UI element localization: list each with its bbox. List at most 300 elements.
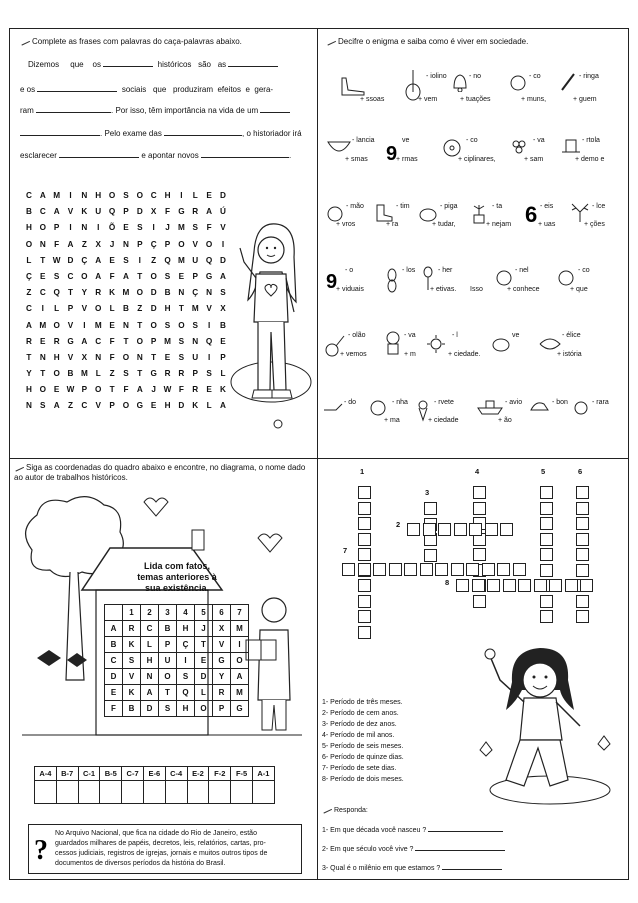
word-search-letter: A bbox=[95, 271, 102, 281]
crossword-cell[interactable] bbox=[540, 533, 553, 546]
clue-6: 6- Período de quinze dias. bbox=[322, 754, 404, 761]
crossword-cell[interactable] bbox=[518, 579, 531, 592]
answer-coordinate: A-4 bbox=[35, 767, 57, 781]
grid-col-header: 2 bbox=[141, 605, 159, 621]
word-search-letter: L bbox=[220, 369, 226, 379]
grid-cell: P bbox=[213, 701, 231, 717]
riddle-text: - tim bbox=[396, 203, 410, 210]
pencil-icon bbox=[19, 35, 30, 45]
ship-icon bbox=[476, 398, 504, 416]
grid-cell: R bbox=[213, 685, 231, 701]
grid-col-header: 4 bbox=[177, 605, 195, 621]
word-search-letter: E bbox=[109, 255, 115, 265]
crossword-cell[interactable] bbox=[513, 563, 526, 576]
clue-8: 8- Período de dois meses. bbox=[322, 776, 404, 783]
crossword-cell[interactable] bbox=[407, 523, 420, 536]
watermelon-icon bbox=[326, 138, 352, 156]
word-search-letter: M bbox=[164, 336, 171, 346]
word-search-letter: N bbox=[136, 352, 143, 362]
grid-cell: K bbox=[123, 637, 141, 653]
grid-cell: D bbox=[141, 701, 159, 717]
grid-cell: E bbox=[195, 653, 213, 669]
crossword-cell[interactable] bbox=[438, 523, 451, 536]
word-search-letter: R bbox=[178, 369, 185, 379]
riddle-text: + viduais bbox=[336, 286, 364, 293]
riddle-text: + istória bbox=[557, 351, 582, 358]
crossword-cell[interactable] bbox=[358, 486, 371, 499]
riddle-text: - l bbox=[452, 332, 458, 339]
word-search-letter: G bbox=[178, 207, 185, 217]
word-search-letter: J bbox=[165, 223, 170, 233]
crossword-cell[interactable] bbox=[342, 563, 355, 576]
crossword-cell[interactable] bbox=[358, 595, 371, 608]
word-search-letter: X bbox=[81, 352, 88, 362]
word-search-letter: Y bbox=[81, 288, 88, 298]
riddle-text: - va bbox=[533, 137, 545, 144]
word-search-letter: A bbox=[220, 401, 226, 411]
crossword-number: 6 bbox=[578, 467, 583, 476]
answer-blank-cell[interactable] bbox=[78, 781, 100, 804]
riddle-text: - eis bbox=[540, 203, 554, 210]
word-search-letter: S bbox=[40, 401, 46, 411]
crossword-number: 3 bbox=[425, 488, 430, 497]
crossword-number: 5 bbox=[541, 467, 546, 476]
crossword-cell[interactable] bbox=[473, 595, 486, 608]
grid-col-header: 6 bbox=[213, 605, 231, 621]
svg-text:9: 9 bbox=[386, 143, 398, 164]
word-search-letter: O bbox=[95, 385, 102, 395]
grid-cell: K bbox=[123, 685, 141, 701]
grid-cell: L bbox=[195, 685, 213, 701]
word-search-letter: H bbox=[164, 304, 171, 314]
word-search-letter: B bbox=[164, 288, 171, 298]
word-search-row bbox=[22, 334, 230, 350]
crossword-cell[interactable] bbox=[534, 579, 547, 592]
crossword-cell[interactable] bbox=[576, 595, 589, 608]
note-line-4: documentos de diversos períodos da história do Brasil. bbox=[55, 860, 226, 867]
word-search-letter: A bbox=[39, 191, 46, 200]
crossword-cell[interactable] bbox=[576, 533, 589, 546]
word-search-letter: P bbox=[164, 239, 171, 249]
word-search-letter: I bbox=[69, 223, 72, 233]
word-search-letter: E bbox=[53, 385, 60, 395]
word-search-letter: A bbox=[206, 207, 213, 217]
crossword-cell[interactable] bbox=[540, 517, 553, 530]
crossword-cell[interactable] bbox=[454, 523, 467, 536]
grid-cell: I bbox=[177, 653, 195, 669]
word-search-row bbox=[22, 382, 230, 398]
question-3: 3- Qual é o milênio em que estamos ? bbox=[322, 862, 502, 873]
crossword-cell[interactable] bbox=[549, 579, 562, 592]
riddle-text: + etivas. bbox=[430, 286, 457, 293]
riddle-text: - los bbox=[402, 267, 416, 274]
grid-cell: B bbox=[159, 621, 177, 637]
word-search-letter: T bbox=[68, 288, 74, 298]
word-search-letter: R bbox=[192, 207, 199, 217]
word-search-letter: N bbox=[81, 223, 88, 233]
coconut-icon bbox=[509, 74, 527, 92]
crossword-cell[interactable] bbox=[373, 563, 386, 576]
answer-blank-cell[interactable] bbox=[143, 781, 165, 804]
word-search-letter: O bbox=[178, 239, 185, 249]
word-search-letter: I bbox=[207, 320, 211, 330]
grid-cell: I bbox=[231, 637, 249, 653]
word-search-letter: H bbox=[25, 223, 32, 233]
grid-cell: R bbox=[123, 621, 141, 637]
riddle-text: - her bbox=[438, 267, 453, 274]
word-search-letter: V bbox=[67, 352, 74, 362]
riddle-text: - no bbox=[469, 73, 482, 80]
word-search-letter: V bbox=[192, 239, 198, 249]
word-search-letter: Z bbox=[109, 369, 115, 379]
crossword-cell[interactable] bbox=[424, 549, 437, 562]
riddle-text: - co bbox=[466, 137, 478, 144]
word-search-letter: N bbox=[39, 352, 46, 362]
girl-pointing-illustration bbox=[470, 640, 620, 810]
word-search-letter: V bbox=[206, 304, 212, 314]
word-search-letter: P bbox=[192, 271, 198, 281]
word-search-letter: D bbox=[150, 288, 157, 298]
riddle-text: + m bbox=[404, 351, 416, 358]
riddle-text: ve bbox=[512, 332, 520, 339]
grid-row-header: B bbox=[105, 637, 123, 653]
word-search-letter: Q bbox=[164, 255, 171, 265]
riddle-text: + demo e bbox=[575, 156, 605, 163]
word-search-letter: Y bbox=[26, 369, 32, 379]
grid-cell: J bbox=[195, 621, 213, 637]
crossword-cell[interactable] bbox=[576, 610, 589, 623]
word-search-letter: S bbox=[192, 320, 198, 330]
answer-blank-cell[interactable] bbox=[122, 781, 144, 804]
crossword-cell[interactable] bbox=[565, 579, 578, 592]
word-search-letter: O bbox=[205, 239, 213, 249]
crossword-cell[interactable] bbox=[358, 626, 371, 639]
crossword-cell[interactable] bbox=[358, 533, 371, 546]
word-search-letter: C bbox=[25, 191, 32, 200]
riddle-text: - olão bbox=[348, 332, 366, 339]
q3-title-line-2: ao autor de trabalhos históricos. bbox=[14, 473, 128, 482]
word-search-letter: M bbox=[177, 223, 185, 233]
crossword-cell[interactable] bbox=[540, 564, 553, 577]
answer-coordinate: F-2 bbox=[209, 767, 231, 781]
riddle-text: + ções bbox=[584, 221, 605, 228]
word-search-letter: O bbox=[136, 191, 143, 200]
crossword-cell[interactable] bbox=[576, 502, 589, 515]
answer-coordinate: C-1 bbox=[78, 767, 100, 781]
q1-line-4: . Pelo exame das , o historiador irá bbox=[20, 128, 302, 139]
info-note bbox=[28, 824, 302, 874]
riddle-text: - nel bbox=[515, 267, 529, 274]
word-search-letter: R bbox=[53, 336, 60, 346]
answer-blank-cell[interactable] bbox=[252, 781, 274, 804]
svg-text:?: ? bbox=[34, 835, 48, 866]
word-search-letter: N bbox=[25, 401, 32, 411]
word-search-letter: N bbox=[178, 288, 185, 298]
word-search-letter: C bbox=[39, 288, 46, 298]
crossword-cell[interactable] bbox=[358, 502, 371, 515]
crossword-cell[interactable] bbox=[389, 563, 402, 576]
crossword-cell[interactable] bbox=[540, 502, 553, 515]
grid-cell: A bbox=[231, 669, 249, 685]
answer-blank-cell[interactable] bbox=[209, 781, 231, 804]
word-search-letter: G bbox=[205, 271, 213, 281]
word-search-letter: I bbox=[207, 352, 211, 362]
grid-cell: O bbox=[159, 669, 177, 685]
crossword-cell[interactable] bbox=[358, 548, 371, 561]
answer-blank-cell[interactable] bbox=[187, 781, 209, 804]
vertical-divider bbox=[317, 28, 318, 880]
crossword-cell[interactable] bbox=[424, 502, 437, 515]
grid-cell: M bbox=[231, 621, 249, 637]
word-search-letter: Q bbox=[205, 336, 213, 346]
crossword-cell[interactable] bbox=[540, 610, 553, 623]
answer-heading: Responda: bbox=[322, 805, 368, 815]
crossword-cell[interactable] bbox=[358, 563, 371, 576]
riddle-text: ve bbox=[402, 137, 410, 144]
word-search-letter: E bbox=[164, 352, 171, 362]
crossword-cell[interactable] bbox=[420, 563, 433, 576]
crossword-cell[interactable] bbox=[473, 486, 486, 499]
riddle-text: + ão bbox=[498, 417, 512, 424]
riddle-text: + ssoas bbox=[360, 96, 385, 103]
word-search-row bbox=[22, 269, 230, 285]
crossword-cell[interactable] bbox=[540, 486, 553, 499]
question-mark-icon bbox=[32, 831, 50, 869]
word-search-grid bbox=[22, 188, 230, 415]
cap-icon bbox=[528, 398, 550, 416]
answer-blank-cell[interactable] bbox=[165, 781, 187, 804]
word-search-letter: G bbox=[136, 401, 143, 411]
crossword-cell[interactable] bbox=[404, 563, 417, 576]
answer-blank-cell[interactable] bbox=[35, 781, 57, 804]
crossword-cell[interactable] bbox=[487, 579, 500, 592]
crossword-cell[interactable] bbox=[473, 502, 486, 515]
word-search-letter: M bbox=[39, 320, 47, 330]
grid-row-header: A bbox=[105, 621, 123, 637]
svg-text:6: 6 bbox=[525, 202, 538, 226]
grid-cell: H bbox=[177, 621, 195, 637]
word-search-letter: I bbox=[221, 239, 225, 249]
riddle-text: Isso bbox=[470, 286, 483, 293]
clue-4: 4- Período de mil anos. bbox=[322, 732, 395, 739]
word-search-letter: X bbox=[220, 304, 226, 314]
word-search-letter: T bbox=[137, 369, 143, 379]
crossword-cell[interactable] bbox=[473, 548, 486, 561]
word-search-row bbox=[22, 398, 230, 414]
word-search-letter: M bbox=[122, 288, 130, 298]
word-search-letter: O bbox=[81, 271, 88, 281]
sun-icon bbox=[426, 334, 446, 354]
grid-cell: T bbox=[195, 637, 213, 653]
word-search-letter: A bbox=[67, 239, 74, 249]
riddle-text: - rtola bbox=[582, 137, 600, 144]
grid-cell: D bbox=[195, 669, 213, 685]
grid-cell: N bbox=[141, 669, 159, 685]
riddle-text: + tuações bbox=[460, 96, 491, 103]
crossword-cell[interactable] bbox=[500, 523, 513, 536]
riddle-text: + ma bbox=[384, 417, 400, 424]
crossword-cell[interactable] bbox=[451, 563, 464, 576]
word-search-letter: V bbox=[67, 320, 74, 330]
bubble-line-2: temas anteriores à bbox=[137, 572, 217, 582]
riddle-text: - élice bbox=[562, 332, 581, 339]
word-search-letter: Z bbox=[68, 401, 74, 411]
word-search-letter: S bbox=[123, 255, 129, 265]
word-search-letter: K bbox=[81, 207, 88, 217]
word-search-letter: O bbox=[136, 336, 143, 346]
word-search-letter: P bbox=[220, 352, 226, 362]
crossword-cell[interactable] bbox=[576, 548, 589, 561]
crossword-cell[interactable] bbox=[540, 595, 553, 608]
crossword-cell[interactable] bbox=[358, 579, 371, 592]
horizontal-divider bbox=[9, 458, 629, 459]
word-search-letter: M bbox=[53, 191, 61, 200]
rooster-icon bbox=[572, 398, 590, 418]
word-search-letter: R bbox=[164, 369, 171, 379]
grid-cell: O bbox=[195, 701, 213, 717]
word-search-letter: H bbox=[164, 401, 171, 411]
answer-grid bbox=[34, 766, 275, 804]
crossword-cell[interactable] bbox=[466, 563, 479, 576]
word-search-letter: T bbox=[137, 320, 143, 330]
crossword-cell[interactable] bbox=[485, 523, 498, 536]
word-search-letter: B bbox=[67, 369, 74, 379]
word-search-letter: E bbox=[206, 191, 212, 200]
word-search-letter: O bbox=[150, 320, 157, 330]
riddle-text: + ra bbox=[386, 221, 399, 228]
grid-cell: P bbox=[159, 637, 177, 653]
word-search-letter: U bbox=[95, 207, 102, 217]
grid-cell: U bbox=[159, 653, 177, 669]
q1-line-5: esclarecer e apontar novos . bbox=[20, 151, 292, 160]
clue-3: 3- Período de dez anos. bbox=[322, 721, 397, 728]
girl-face-icon bbox=[384, 330, 402, 356]
word-search-letter: E bbox=[206, 385, 212, 395]
grid-cell: A bbox=[141, 685, 159, 701]
answer-blank-cell[interactable] bbox=[56, 781, 78, 804]
word-search-letter: E bbox=[178, 271, 185, 281]
word-search-letter: U bbox=[192, 255, 199, 265]
crossword-cell[interactable] bbox=[358, 610, 371, 623]
riddle-text: - va bbox=[404, 332, 416, 339]
word-search-letter: A bbox=[95, 255, 102, 265]
crossword-cell[interactable] bbox=[580, 579, 593, 592]
crossword-cell[interactable] bbox=[503, 579, 516, 592]
word-search-letter: T bbox=[40, 369, 46, 379]
crossword-cell[interactable] bbox=[576, 564, 589, 577]
crossword-cell[interactable] bbox=[456, 579, 469, 592]
word-search-letter: I bbox=[69, 191, 72, 200]
word-search-letter: L bbox=[54, 304, 60, 314]
word-search-letter: P bbox=[137, 239, 143, 249]
crossword-cell[interactable] bbox=[472, 579, 485, 592]
word-search-row bbox=[22, 318, 230, 334]
word-search-letter: Z bbox=[26, 288, 32, 298]
word-search-letter: N bbox=[95, 352, 102, 362]
answer-coordinate: B-5 bbox=[100, 767, 122, 781]
word-search-letter: K bbox=[220, 385, 226, 395]
crossword-cell[interactable] bbox=[497, 563, 510, 576]
answer-blank-cell[interactable] bbox=[231, 781, 253, 804]
answer-coordinate: A-1 bbox=[252, 767, 274, 781]
word-search-letter: F bbox=[109, 352, 115, 362]
word-search-letter: A bbox=[220, 271, 226, 281]
word-search-letter: S bbox=[178, 352, 185, 362]
word-search-letter: Ç bbox=[192, 288, 199, 298]
grid-cell: G bbox=[231, 701, 249, 717]
word-search-letter: D bbox=[150, 304, 157, 314]
word-search-letter: O bbox=[39, 385, 46, 395]
word-search-letter: C bbox=[25, 304, 32, 314]
clue-2: 2- Período de cem anos. bbox=[322, 710, 399, 717]
grid-row-header: F bbox=[105, 701, 123, 717]
word-search-letter: B bbox=[220, 320, 226, 330]
word-search-letter: S bbox=[53, 271, 60, 281]
word-search-letter: P bbox=[123, 207, 129, 217]
crossword-cell[interactable] bbox=[540, 548, 553, 561]
word-search-letter: F bbox=[109, 336, 115, 346]
word-search-row bbox=[22, 204, 230, 220]
grid-cell: V bbox=[123, 669, 141, 685]
word-search-letter: J bbox=[151, 385, 156, 395]
riddle-text: - piga bbox=[440, 203, 458, 210]
answer-blank-cell[interactable] bbox=[100, 781, 122, 804]
grid-cell: X bbox=[213, 621, 231, 637]
grid-row-header: E bbox=[105, 685, 123, 701]
word-search-letter: G bbox=[67, 336, 74, 346]
q1-line-3: ram . Por isso, têm importância na vida de um bbox=[20, 105, 290, 116]
riddle-text: + sam bbox=[524, 156, 544, 163]
word-search-letter: R bbox=[25, 336, 32, 346]
grid-cell: T bbox=[159, 685, 177, 701]
word-search-letter: M bbox=[177, 255, 185, 265]
pencil-icon bbox=[325, 35, 336, 45]
crossword-cell[interactable] bbox=[435, 563, 448, 576]
crossword-cell[interactable] bbox=[358, 517, 371, 530]
word-search-letter: T bbox=[123, 336, 129, 346]
word-search-letter: E bbox=[123, 223, 129, 233]
word-search-letter: O bbox=[178, 320, 185, 330]
word-search-letter: N bbox=[122, 239, 129, 249]
word-search-letter: N bbox=[192, 336, 199, 346]
word-search-letter: T bbox=[40, 255, 46, 265]
word-search-letter: T bbox=[109, 385, 115, 395]
pencil-icon bbox=[321, 803, 332, 813]
word-search-letter: V bbox=[95, 401, 101, 411]
crossword-cell[interactable] bbox=[482, 563, 495, 576]
bird-icon bbox=[490, 334, 512, 354]
word-search-letter: Ç bbox=[81, 255, 88, 265]
foot-icon bbox=[338, 74, 368, 96]
word-search-letter: G bbox=[150, 369, 157, 379]
crossword-cell[interactable] bbox=[423, 523, 436, 536]
riddle-text: - o bbox=[345, 267, 354, 274]
word-search-letter: A bbox=[25, 320, 32, 330]
word-search-row bbox=[22, 350, 230, 366]
pencil-icon bbox=[13, 461, 24, 471]
word-search-letter: H bbox=[53, 352, 60, 362]
word-search-letter: D bbox=[136, 207, 143, 217]
word-search-letter: N bbox=[206, 288, 213, 298]
word-search-letter: R bbox=[95, 288, 102, 298]
crossword-cell[interactable] bbox=[469, 523, 482, 536]
word-search-letter: C bbox=[39, 207, 46, 217]
crossword-cell[interactable] bbox=[576, 517, 589, 530]
grid-row-header: C bbox=[105, 653, 123, 669]
word-search-letter: R bbox=[192, 385, 199, 395]
word-search-letter: Ç bbox=[150, 239, 157, 249]
crossword-cell[interactable] bbox=[576, 486, 589, 499]
